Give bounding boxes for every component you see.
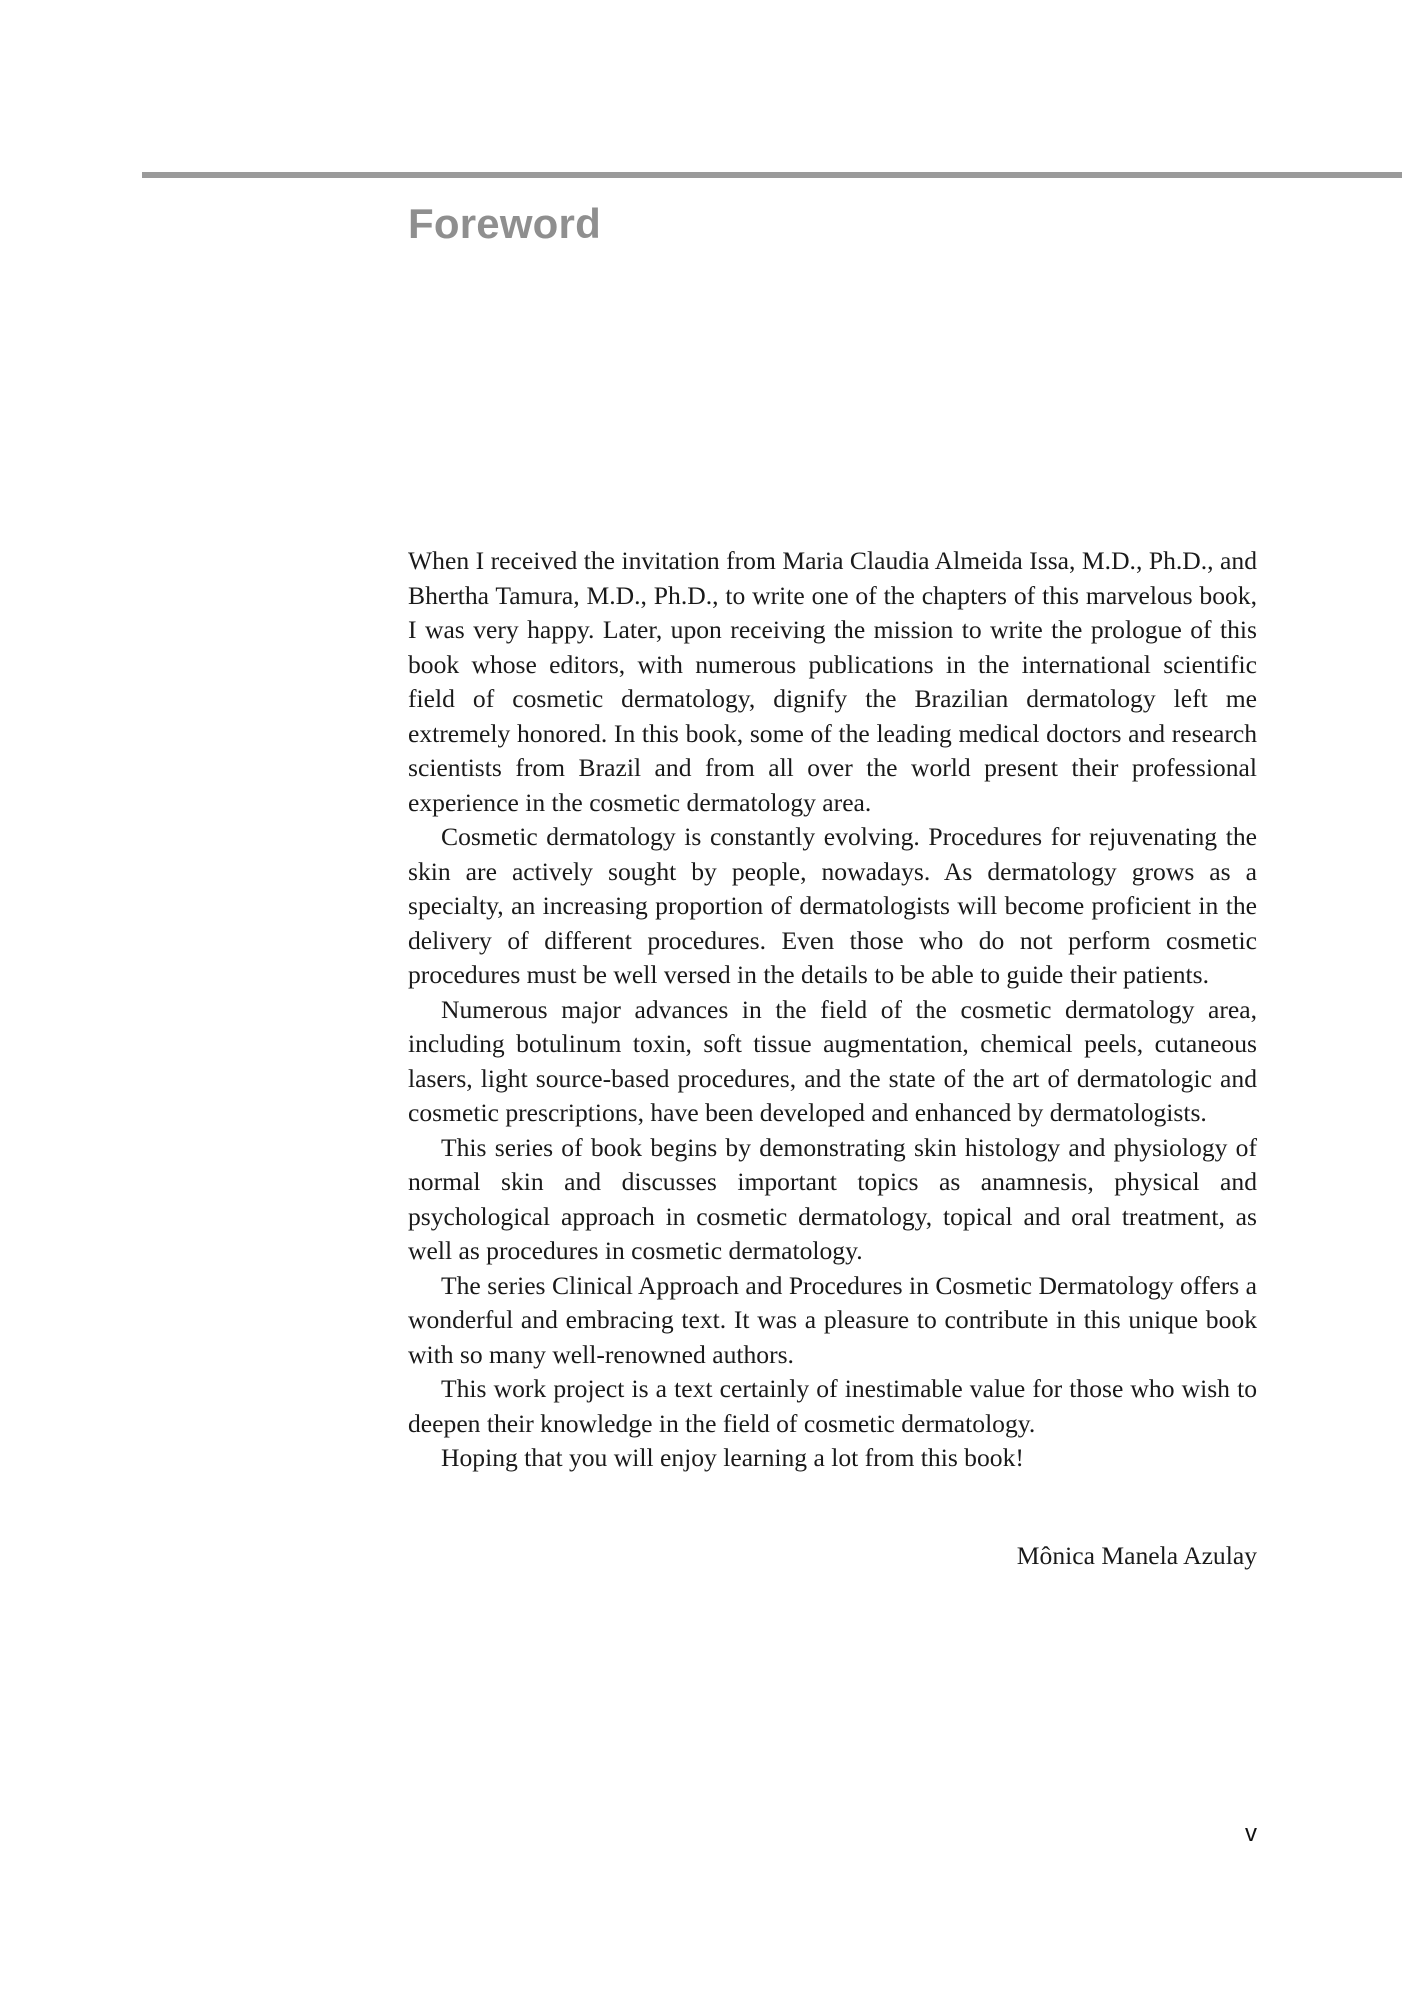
page-number: v bbox=[1245, 1820, 1257, 1847]
top-rule bbox=[142, 172, 1402, 178]
paragraph: Hoping that you will enjoy learning a lot from this book! bbox=[441, 1443, 1024, 1472]
paragraph: Numerous major advances in the field of the cosmetic dermatology area, including botulinum toxin, soft tissue augmentation, chemical peels, cutaneous lasers, light source-based procedures, and the state of the art of dermatologic and cosmetic prescriptions, have been developed and enhanced by dermatologists. bbox=[408, 994, 1257, 1127]
paragraph: When I received the invitation from Maria Claudia Almeida Issa, M.D., Ph.D., and Bhertha Tamura, M.D., Ph.D., to write one of the chapters of this marvelous book, I was very happy. Later, upon receiving the mission to write the prologue of this book whose editors, with numerous publications in the international scientific field of cosmetic dermatology, dignify the Brazilian dermatology left me extremely honored. In this book, some of the leading medical doctors and research scientists from Brazil and from all over the world present their professional experience in the cosmetic dermatology area. bbox=[408, 546, 1257, 817]
paragraph: This work project is a text certainly of inestimable value for those who wish to deepen their knowledge in the field of cosmetic dermatology. bbox=[408, 1374, 1257, 1438]
page-title: Foreword bbox=[408, 200, 601, 247]
foreword-body bbox=[408, 544, 1257, 1476]
paragraph: Cosmetic dermatology is constantly evolving. Procedures for rejuvenating the skin are actively sought by people, nowadays. As dermatology grows as a specialty, an increasing proportion of dermatologists will become proficient in the delivery of different procedures. Even those who do not perform cosmetic procedures must be well versed in the details to be able to guide their patients. bbox=[408, 822, 1257, 989]
paragraph: This series of book begins by demonstrating skin histology and physiology of normal skin and discusses important topics as anamnesis, physical and psychological approach in cosmetic dermatology, topical and oral treatment, as well as procedures in cosmetic dermatology. bbox=[408, 1132, 1257, 1265]
author-signature: Mônica Manela Azulay bbox=[1016, 1541, 1257, 1570]
paragraph: The series Clinical Approach and Procedures in Cosmetic Dermatology offers a wonderful and embracing text. It was a pleasure to contribute in this unique book with so many well-renowned authors. bbox=[408, 1270, 1257, 1369]
